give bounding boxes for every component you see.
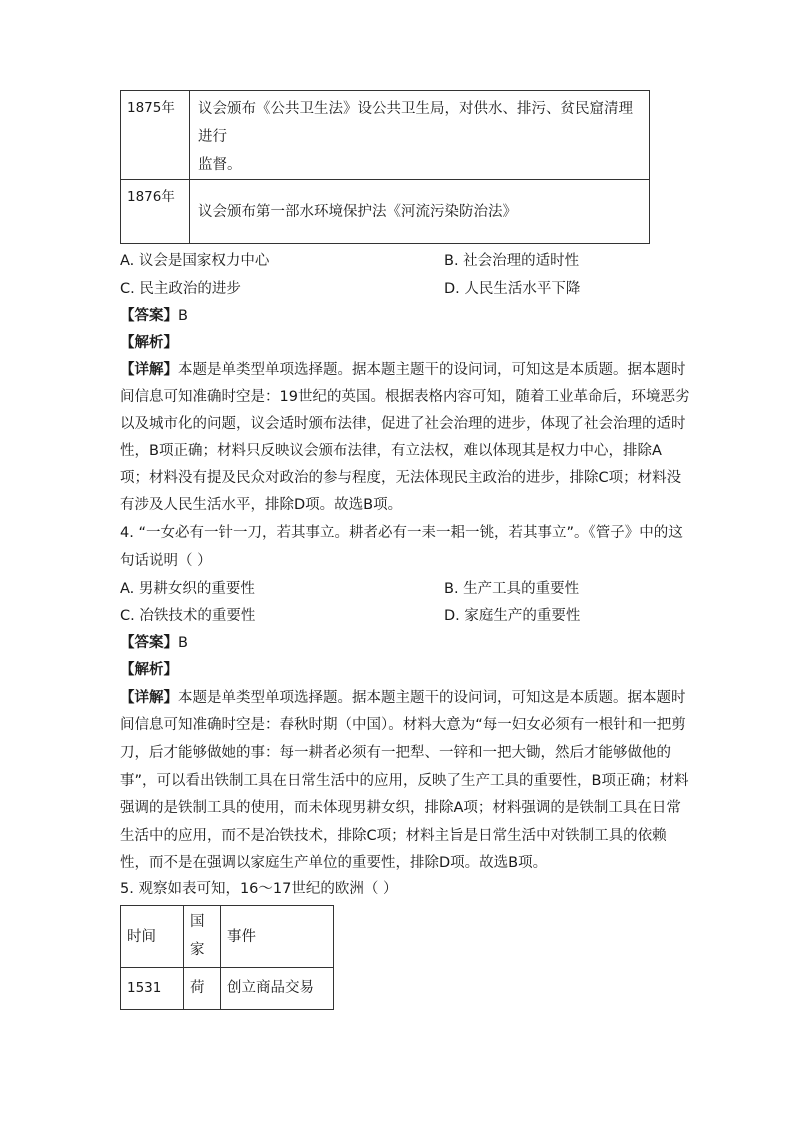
header-cell: 事件 [221, 906, 334, 968]
answer-line: 【答案】B [120, 308, 188, 324]
option-b: B. 生产工具的重要性 [444, 581, 580, 597]
detail-line: 【详解】本题是单类型单项选择题。据本题主题干的设问词，可知这是本质题。据本题时 [120, 362, 686, 378]
detail-line: 项；材料没有提及民众对政治的参与程度，无法体现民主政治的进步，排除C项；材料没 [120, 470, 682, 486]
history-events-table [120, 90, 650, 244]
option-b: B. 社会治理的适时性 [444, 253, 580, 269]
year-cell: 1875年 [121, 91, 190, 180]
option-c: C. 民主政治的进步 [120, 281, 241, 297]
option-a: A. 男耕女织的重要性 [120, 581, 255, 597]
table-row [121, 180, 650, 244]
detail-line: 事”，可以看出铁制工具在日常生活中的应用，反映了生产工具的重要性，B项正确；材料 [120, 773, 689, 789]
table-row [121, 968, 334, 1010]
option-d: D. 家庭生产的重要性 [444, 608, 581, 624]
detail-line: 间信息可知准确时空是：19世纪的英国。根据表格内容可知，随着工业革命后，环境恶劣 [120, 389, 690, 405]
question-stem: 5. 观察如表可知，16～17世纪的欧洲（ ） [120, 881, 398, 897]
table-row [121, 91, 650, 180]
q5-table [120, 905, 334, 1010]
table-cell: 荷 [184, 968, 221, 1010]
detail-line: 【详解】本题是单类型单项选择题。据本题主题干的设问词，可知这是本质题。据本题时 [120, 690, 686, 706]
header-cell: 国家 [184, 906, 221, 968]
analysis-label: 【解析】 [120, 662, 178, 678]
detail-line: 刀，后才能够做她的事：每一耕者必须有一把犁、一锌和一把大锄，然后才能够做他的 [120, 745, 671, 761]
question-stem: 4. “一女必有一针一刀，若其事立。耕者必有一耒一耜一铫，若其事立”。《管子》中的这 [120, 525, 683, 541]
table-header-row [121, 906, 334, 968]
detail-line: 生活中的应用，而不是冶铁技术，排除C项；材料主旨是日常生活中对铁制工具的依赖 [120, 828, 667, 844]
table-cell: 创立商品交易 [221, 968, 334, 1010]
header-cell: 时间 [121, 906, 184, 968]
answer-line: 【答案】B [120, 635, 188, 651]
option-d: D. 人民生活水平下降 [444, 281, 581, 297]
option-a: A. 议会是国家权力中心 [120, 253, 270, 269]
event-cell: 议会颁布《公共卫生法》设公共卫生局，对供水、排污、贫民窟清理进行 监督。 [190, 91, 650, 180]
table-cell: 1531 [121, 968, 184, 1010]
event-cell: 议会颁布第一部水环境保护法《河流污染防治法》 [190, 180, 650, 244]
year-cell: 1876年 [121, 180, 190, 244]
detail-line: 性，而不是在强调以家庭生产单位的重要性，排除D项。故选B项。 [120, 855, 548, 871]
question-stem: 句话说明（ ） [120, 553, 212, 569]
detail-line: 强调的是铁制工具的使用，而未体现男耕女织，排除A项；材料强调的是铁制工具在日常 [120, 800, 681, 816]
detail-line: 有涉及人民生活水平，排除D项。故选B项。 [120, 497, 403, 513]
detail-line: 性，B项正确；材料只反映议会颁布法律，有立法权，难以体现其是权力中心，排除A [120, 443, 662, 459]
detail-line: 间信息可知准确时空是：春秋时期（中国）。材料大意为“每一妇女必须有一根针和一把剪 [120, 717, 686, 733]
analysis-label: 【解析】 [120, 335, 178, 351]
option-c: C. 冶铁技术的重要性 [120, 608, 256, 624]
detail-line: 以及城市化的问题，议会适时颁布法律，促进了社会治理的进步，体现了社会治理的适时 [120, 416, 686, 432]
